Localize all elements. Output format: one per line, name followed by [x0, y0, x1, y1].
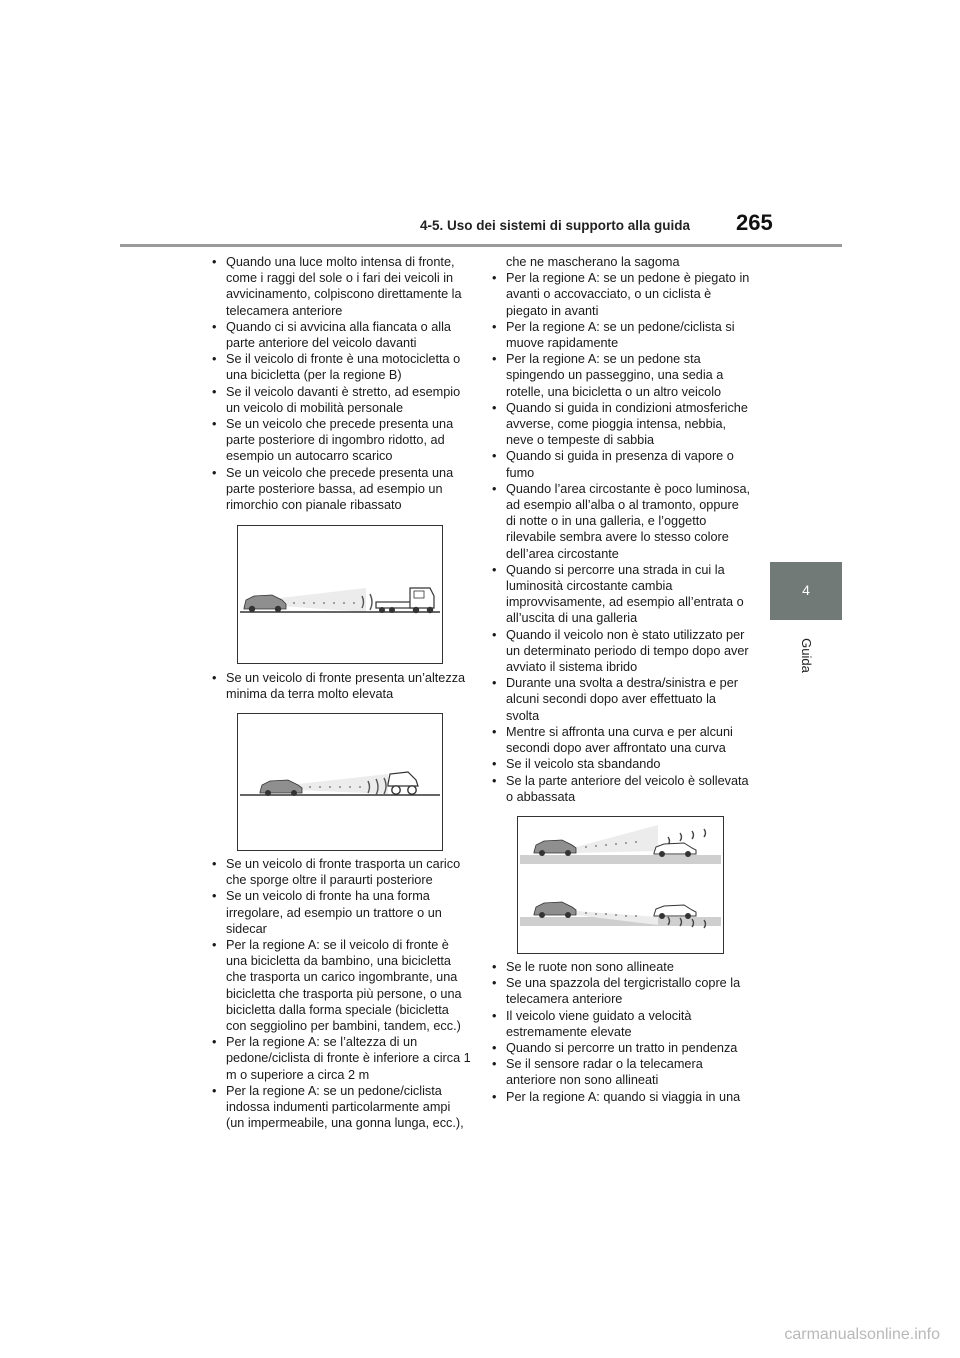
list-item: • Se una spazzola del tergicristallo copre la telecamera anteriore: [490, 975, 752, 1007]
list-item: • Se un veicolo di fronte ha una forma irregolare, ad esempio un trattore o un sidecar: [210, 888, 472, 937]
figure-high-clearance: [237, 713, 443, 851]
list-item: • Per la regione A: se un pedone è piegato in avanti o accovacciato, o un ciclista è piegato in avanti: [490, 270, 752, 319]
list-item: • Se il veicolo di fronte è una motocicletta o una bicicletta (per la regione B): [210, 351, 472, 383]
list-item: • Quando l’area circostante è poco luminosa, ad esempio all’alba o al tramonto, oppure di notte o in una galleria, e l’oggetto rilevabile sembra avere lo stesso colore dell’area circostante: [490, 481, 752, 562]
list-item: • Per la regione A: se un pedone sta spingendo un passeggino, una sedia a rotelle, una bicicletta o un altro veicolo: [490, 351, 752, 400]
list-item: • Quando una luce molto intensa di fronte, come i raggi del sole o i fari dei veicoli in avvicinamento, colpiscono direttamente la telecamera anteriore: [210, 254, 472, 319]
list-item: • Se un veicolo di fronte presenta un’altezza minima da terra molto elevata: [210, 670, 472, 702]
chapter-tab[interactable]: [770, 562, 842, 620]
list-item: • Per la regione A: quando si viaggia in una: [490, 1089, 752, 1105]
list-item: • Per la regione A: se un pedone/ciclista si muove rapidamente: [490, 319, 752, 351]
list-item: • Se un veicolo di fronte trasporta un carico che sporge oltre il paraurti posteriore: [210, 856, 472, 888]
illustration-raised-lowered-front: [518, 817, 723, 953]
list-item: • Se il sensore radar o la telecamera anteriore non sono allineati: [490, 1056, 752, 1088]
list-item: • Se un veicolo che precede presenta una parte posteriore di ingombro ridotto, ad esempio un autocarro scarico: [210, 416, 472, 465]
list-item: • Per la regione A: se il veicolo di fronte è una bicicletta da bambino, una bicicletta che trasporta un carico ingombrante, una bicicletta che trasporta più persone, o una bicicletta dalla forma speciale (bicicletta con seggiolino per bambini, tandem, ecc.): [210, 937, 472, 1034]
watermark: carmanualsonline.info: [784, 1326, 940, 1343]
list-item: • Quando si guida in condizioni atmosferiche avverse, come pioggia intensa, nebbia, neve o tempeste di sabbia: [490, 400, 752, 449]
figure-raised-lowered-front: [517, 816, 724, 954]
list-item: • Quando si guida in presenza di vapore o fumo: [490, 448, 752, 480]
list-item: • Se il veicolo davanti è stretto, ad esempio un veicolo di mobilità personale: [210, 384, 472, 416]
list-item: • Il veicolo viene guidato a velocità estremamente elevate: [490, 1008, 752, 1040]
list-item: • Quando si percorre un tratto in pendenza: [490, 1040, 752, 1056]
left-column-block-3: [210, 856, 472, 1131]
left-column-block-1: [210, 254, 472, 513]
chapter-label-text: Guida: [798, 637, 814, 673]
list-item: • Per la regione A: se un pedone/ciclista indossa indumenti particolarmente ampi (un impermeabile, una gonna lunga, ecc.),: [210, 1083, 472, 1132]
illustration-low-trailer: [238, 526, 442, 663]
list-item-continuation: che ne mascherano la sagoma: [506, 255, 680, 269]
list-item: • Se le ruote non sono allineate: [490, 959, 752, 975]
section-title: 4-5. Uso dei sistemi di supporto alla guida: [420, 218, 691, 233]
right-column-block-1: [490, 254, 752, 805]
header-divider: [120, 244, 842, 247]
chapter-label: [770, 630, 842, 680]
list-item: • Se un veicolo che precede presenta una parte posteriore bassa, ad esempio un rimorchio con pianale ribassato: [210, 465, 472, 514]
chapter-number: 4: [802, 582, 810, 598]
list-item: • Mentre si affronta una curva e per alcuni secondi dopo aver affrontato una curva: [490, 724, 752, 756]
list-item: • Se il veicolo sta sbandando: [490, 756, 752, 772]
illustration-high-clearance: [238, 714, 442, 850]
list-item: • Per la regione A: se l’altezza di un pedone/ciclista di fronte è inferiore a circa 1 m o superiore a circa 2 m: [210, 1034, 472, 1083]
list-item: • Se la parte anteriore del veicolo è sollevata o abbassata: [490, 773, 752, 805]
list-item: • Quando ci si avvicina alla fiancata o alla parte anteriore del veicolo davanti: [210, 319, 472, 351]
left-column-block-2: [210, 670, 472, 702]
list-item: • Durante una svolta a destra/sinistra e per alcuni secondi dopo aver effettuato la svolta: [490, 675, 752, 724]
right-column-block-2: [490, 959, 752, 1105]
figure-low-trailer: [237, 525, 443, 664]
list-item: • Quando si percorre una strada in cui la luminosità circostante cambia improvvisamente, ad esempio all’entrata o all’uscita di una galleria: [490, 562, 752, 627]
list-item: • Quando il veicolo non è stato utilizzato per un determinato periodo di tempo dopo aver avviato il sistema ibrido: [490, 627, 752, 676]
page-number: 265: [736, 210, 773, 235]
